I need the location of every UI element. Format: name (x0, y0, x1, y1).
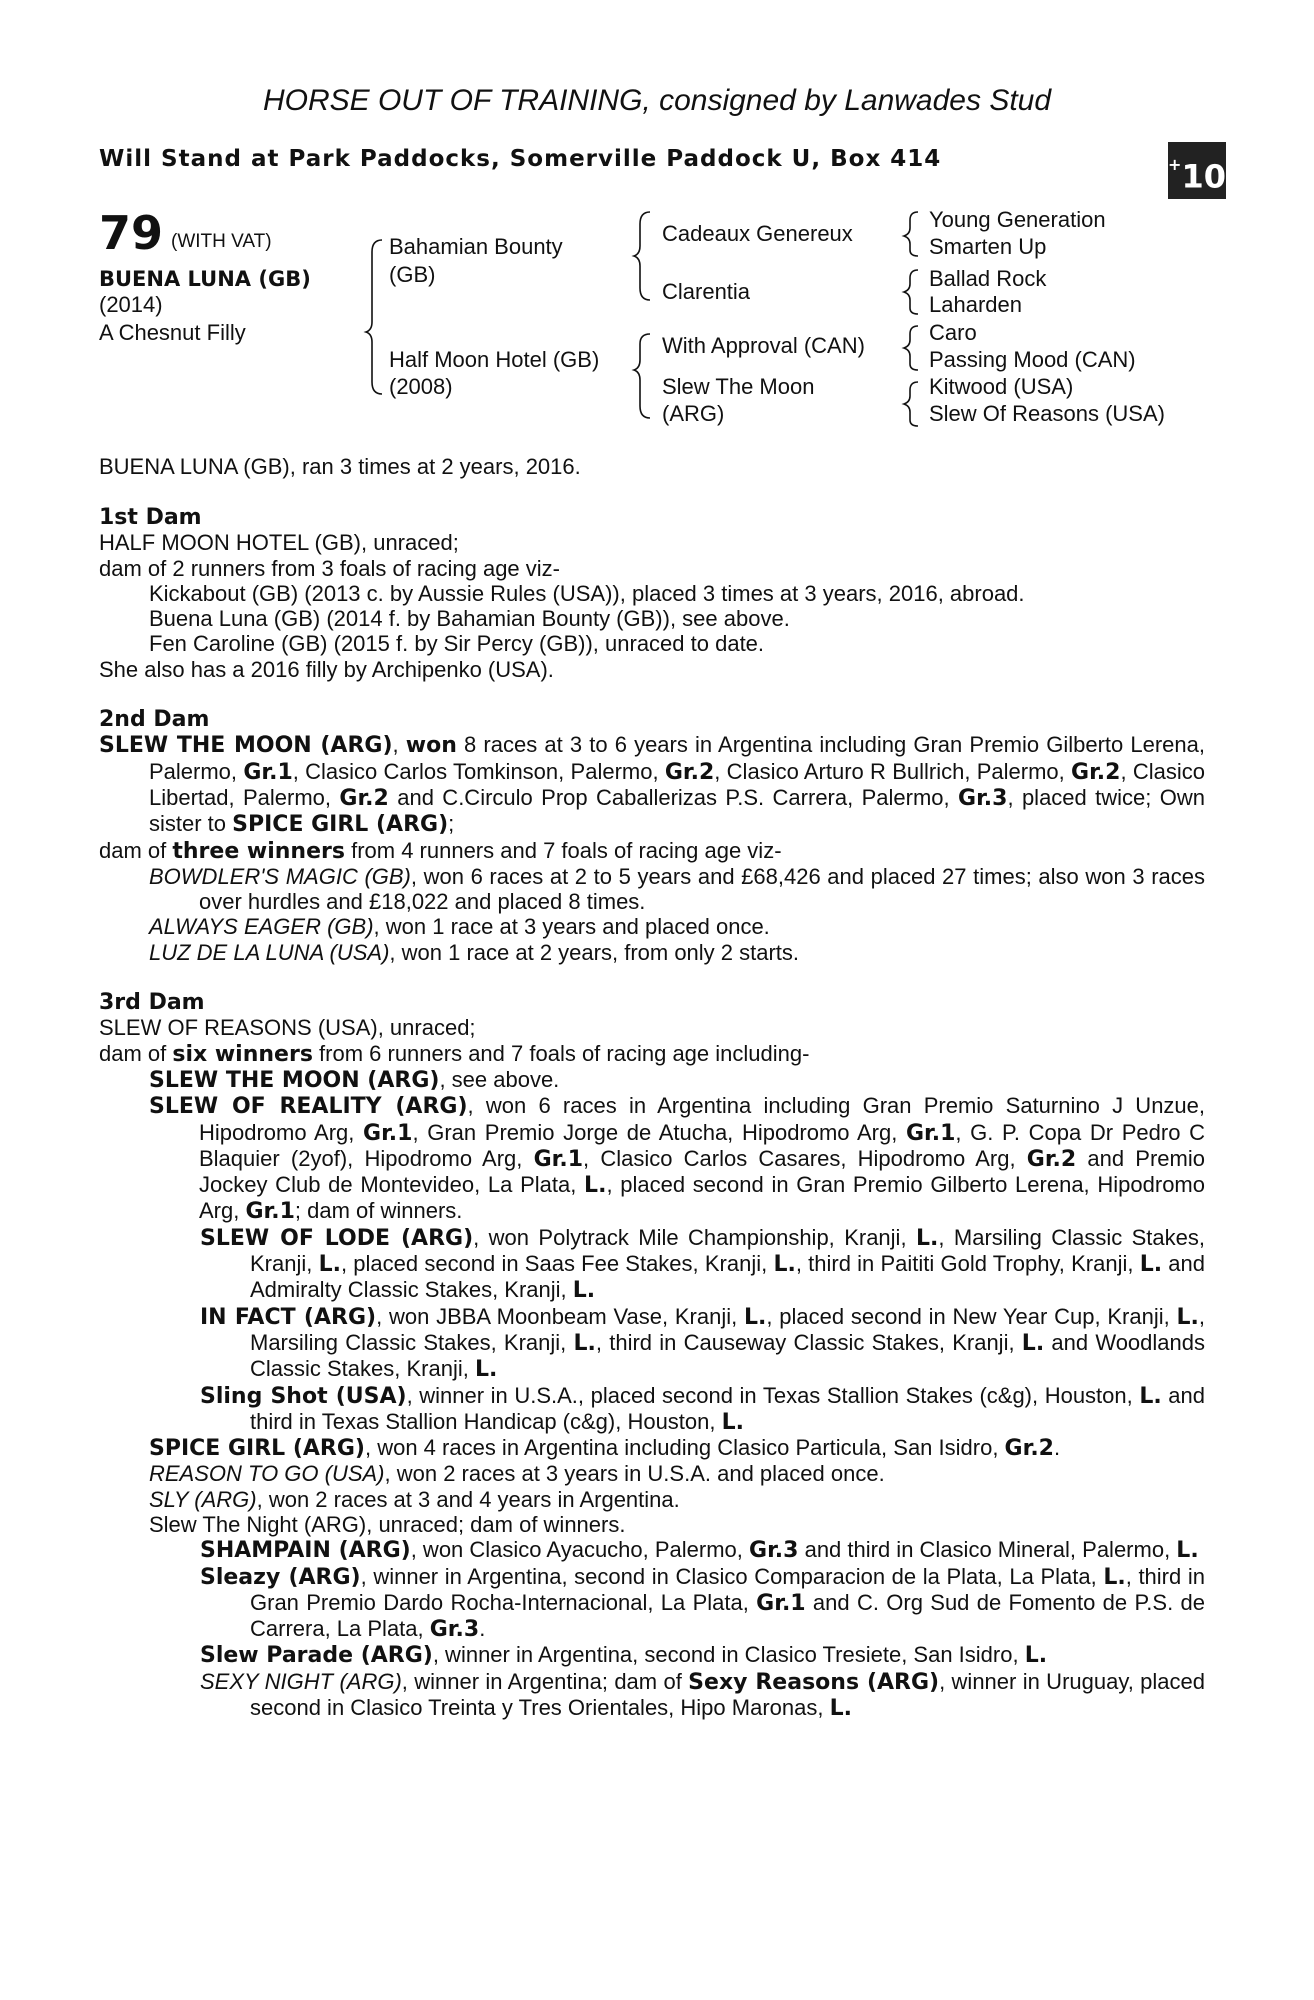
first-dam-produce-2: Buena Luna (GB) (2014 f. by Bahamian Bounty (GB)), see above. (149, 606, 790, 632)
third-dam-produce-sly: SLY (ARG), won 2 races at 3 and 4 years in Argentina. (149, 1486, 680, 1512)
page-title: HORSE OUT OF TRAINING, consigned by Lanwades Stud (262, 84, 1052, 117)
bracket-ds (904, 326, 918, 370)
pedigree-sds: Ballad Rock (929, 266, 1047, 291)
pedigree-sd: Clarentia (662, 279, 751, 304)
second-dam-record: SLEW THE MOON (ARG), won 8 races at 3 to 6 years in Argentina including Gran Premio Gilberto Lerena, Palermo, Gr.1, Clasico Carlos Tomkinson, Palermo, Gr.2, Clasico Arturo R Bullrich, Palermo, Gr.2, Clasico Libertad, Palermo, Gr.2 and C.Circulo Prop Caballerizas P.S. Carrera, Palermo, Gr.3, placed twice; Own sister to SPICE GIRL (ARG); (99, 732, 1206, 838)
third-dam-heading: 3rd Dam (99, 990, 205, 1016)
lot-number: 79 (99, 206, 164, 260)
bracket-dd (904, 382, 918, 426)
bracket-ss (904, 212, 918, 256)
horse-year: (2014) (99, 292, 163, 317)
second-dam-name: SLEW THE MOON (ARG) (99, 733, 393, 759)
pedigree-ds: With Approval (CAN) (662, 333, 865, 358)
pedigree-dam-year: (2008) (389, 374, 453, 399)
stand-location: Will Stand at Park Paddocks, Somerville Paddock U, Box 414 (99, 146, 942, 172)
third-dam-produce-rtg: REASON TO GO (USA), won 2 races at 3 years in U.S.A. and placed once. (149, 1461, 885, 1487)
first-dam-heading: 1st Dam (99, 505, 202, 530)
bracket-dam (634, 334, 650, 418)
horse-name: BUENA LUNA (GB) (99, 267, 311, 291)
pedigree-ss: Cadeaux Genereux (662, 221, 853, 246)
bracket-sire (634, 212, 650, 300)
third-dam-produce-stn: Slew The Night (ARG), unraced; dam of winners. (149, 1511, 626, 1537)
pedigree-sdd: Laharden (929, 292, 1022, 317)
badge-plus: + (1168, 155, 1182, 174)
first-dam-line-6: She also has a 2016 filly by Archipenko (USA). (99, 656, 554, 682)
pedigree-dds: Kitwood (USA) (929, 374, 1074, 399)
pedigree-sire-suffix: (GB) (389, 262, 436, 287)
third-dam-produce-ss: Sling Shot (USA), winner in U.S.A., placed second in Texas Stallion Stakes (c&g), Houston, L. and third in Texas Stallion Handicap (c&g), Houston, L. (200, 1382, 1206, 1435)
pedigree-ddd: Slew Of Reasons (USA) (929, 401, 1165, 426)
catalogue-body (99, 505, 1205, 1721)
third-dam-produce-sh: SHAMPAIN (ARG), won Clasico Ayacucho, Palermo, Gr.3 and third in Clasico Mineral, Palermo, L. (200, 1537, 1199, 1564)
third-dam-produce-sp: Slew Parade (ARG), winner in Argentina, second in Clasico Tresiete, San Isidro, L. (200, 1642, 1048, 1669)
second-dam-heading: 2nd Dam (99, 707, 210, 733)
third-dam-line-1: SLEW OF REASONS (USA), unraced; (99, 1015, 476, 1041)
lot-vat: (WITH VAT) (171, 231, 272, 252)
first-dam-line-1: HALF MOON HOTEL (GB), unraced; (99, 530, 459, 556)
third-dam-produce-sn: SEXY NIGHT (ARG), winner in Argentina; dam of Sexy Reasons (ARG), winner in Uruguay, placed second in Clasico Treinta y Tres Orientales, Hipo Maronas, L. (200, 1668, 1205, 1722)
pedigree-ssd: Smarten Up (929, 234, 1047, 259)
third-dam-produce-if: IN FACT (ARG), won JBBA Moonbeam Vase, Kranji, L., placed second in New Year Cup, Kranji, L., Marsiling Classic Stakes, Kranji, L., third in Causeway Classic Stakes, Kranji, L. and Woodlands Classic Stakes, Kranji, L. (200, 1303, 1206, 1383)
third-dam-produce-sol: SLEW OF LODE (ARG), won Polytrack Mile Championship, Kranji, L., Marsiling Classic Stakes, Kranji, L., placed second in Saas Fee Stakes, Kranji, L., third in Paititi Gold Trophy, Kranji, L. and Admiralty Classic Stakes, Kranji, L. (200, 1224, 1205, 1304)
horse-description: A Chesnut Filly (99, 320, 246, 345)
first-dam-produce-3: Fen Caroline (GB) (2015 f. by Sir Percy (GB)), unraced to date. (149, 631, 765, 657)
third-dam-produce-sg: SPICE GIRL (ARG), won 4 races in Argentina including Clasico Particula, San Isidro, Gr.2. (149, 1435, 1061, 1462)
third-dam-produce-sor: SLEW OF REALITY (ARG), won 6 races in Argentina including Gran Premio Saturnino J Unzue, Hipodromo Arg, Gr.1, Gran Premio Jorge de Atucha, Hipodromo Arg, Gr.1, G. P. Copa Dr Pedro C Blaquier (2yof), Hipodromo Arg, Gr.1, Clasico Carlos Casares, Hipodromo Arg, Gr.2 and Premio Jockey Club de Montevideo, La Plata, L., placed second in Gran Premio Gilberto Lerena, Hipodromo Arg, Gr.1; dam of winners. (149, 1093, 1206, 1225)
third-dam-produce-sl: Sleazy (ARG), winner in Argentina, second in Clasico Comparacion de la Plata, La Plata, L., third in Gran Premio Dardo Rocha-Internacional, La Plata, Gr.1 and C. Org Sud de Fomento de P.S. de Carrera, La Plata, Gr.3. (200, 1563, 1205, 1643)
pedigree-sss: Young Generation (929, 207, 1106, 232)
pedigree-brackets (0, 0, 1314, 440)
pedigree-dsd: Passing Mood (CAN) (929, 347, 1136, 372)
second-dam-produce-2: ALWAYS EAGER (GB), won 1 race at 3 years and placed once. (149, 914, 770, 940)
first-dam-line-2: dam of 2 runners from 3 foals of racing age viz- (99, 555, 560, 581)
bracket-sd (904, 270, 918, 314)
third-dam-line-2: dam of six winners from 6 runners and 7 foals of racing age including- (99, 1040, 810, 1067)
pedigree-dss: Caro (929, 320, 977, 345)
pedigree-sire: Bahamian Bounty (389, 234, 563, 259)
pedigree-dd: Slew The Moon (662, 374, 815, 399)
second-dam-produce-summary: dam of three winners from 4 runners and 7 foals of racing age viz- (99, 837, 782, 864)
badge-number: 10 (1181, 157, 1226, 196)
pedigree-dam: Half Moon Hotel (GB) (389, 347, 600, 372)
second-dam-produce-1: BOWDLER'S MAGIC (GB), won 6 races at 2 to 5 years and £68,426 and placed 27 times; also won 3 races over hurdles and £18,022 and placed 8 times. (149, 863, 1205, 915)
race-summary: BUENA LUNA (GB), ran 3 times at 2 years, 2016. (99, 454, 581, 479)
bracket-main (366, 240, 382, 394)
third-dam-produce-stm: SLEW THE MOON (ARG), see above. (149, 1066, 560, 1093)
first-dam-produce-1: Kickabout (GB) (2013 c. by Aussie Rules (USA)), placed 3 times at 3 years, 2016, abroad. (149, 580, 1025, 606)
pedigree-dd-suffix: (ARG) (662, 401, 725, 426)
second-dam-produce-3: LUZ DE LA LUNA (USA), won 1 race at 2 years, from only 2 starts. (149, 939, 800, 965)
